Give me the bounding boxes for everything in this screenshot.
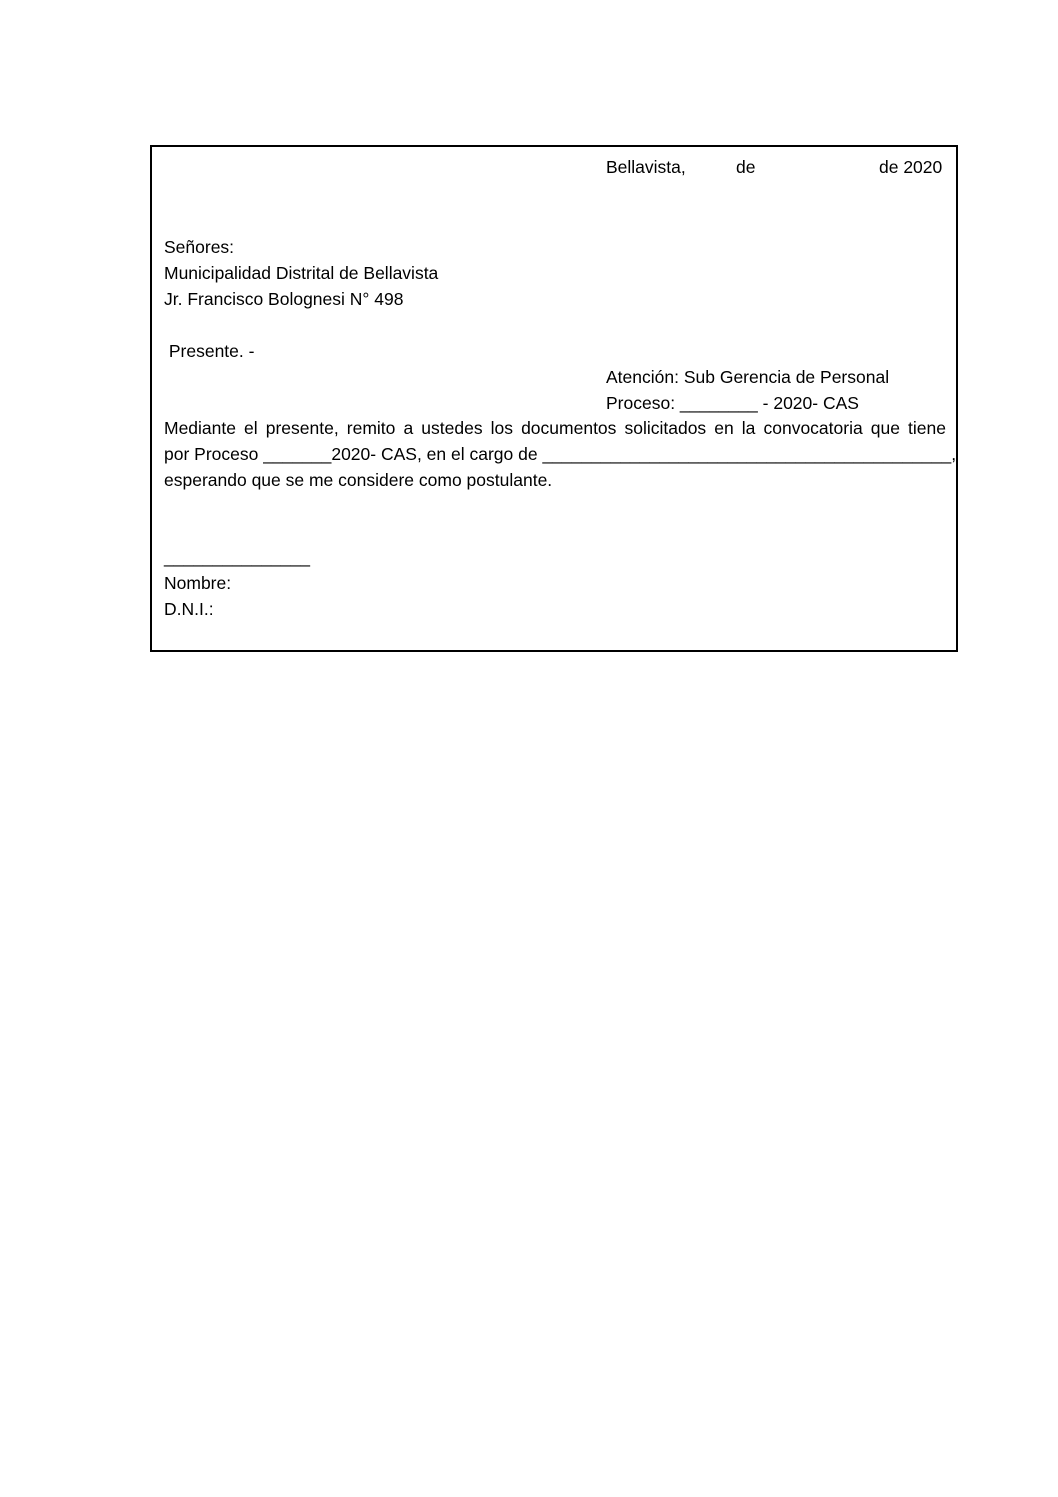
header-de: de: [736, 157, 756, 177]
name-label: Nombre:: [164, 573, 232, 593]
header-city: Bellavista,: [606, 157, 686, 177]
process-line: Proceso: ________ - 2020- CAS: [606, 393, 859, 413]
body-line-3: esperando que se me considere como postulante.: [164, 470, 553, 490]
dni-label: D.N.I.:: [164, 599, 214, 619]
recipient-salutation: Señores:: [164, 237, 235, 257]
body-paragraph: [164, 415, 957, 493]
signature-line: _______________: [164, 547, 310, 567]
attention-line: Atención: Sub Gerencia de Personal: [606, 367, 890, 387]
presente-line: Presente. -: [164, 341, 255, 361]
header-year: de 2020: [879, 157, 943, 177]
recipient-entity: Municipalidad Distrital de Bellavista: [164, 263, 439, 283]
recipient-address: Jr. Francisco Bolognesi N° 498: [164, 289, 404, 309]
body-line-2: por Proceso _______2020- CAS, en el cargo de __________________________________________,: [164, 444, 957, 464]
body-line-1: Mediante el presente, remito a ustedes los documentos solicitados en la convocatoria que tiene: [164, 418, 946, 438]
